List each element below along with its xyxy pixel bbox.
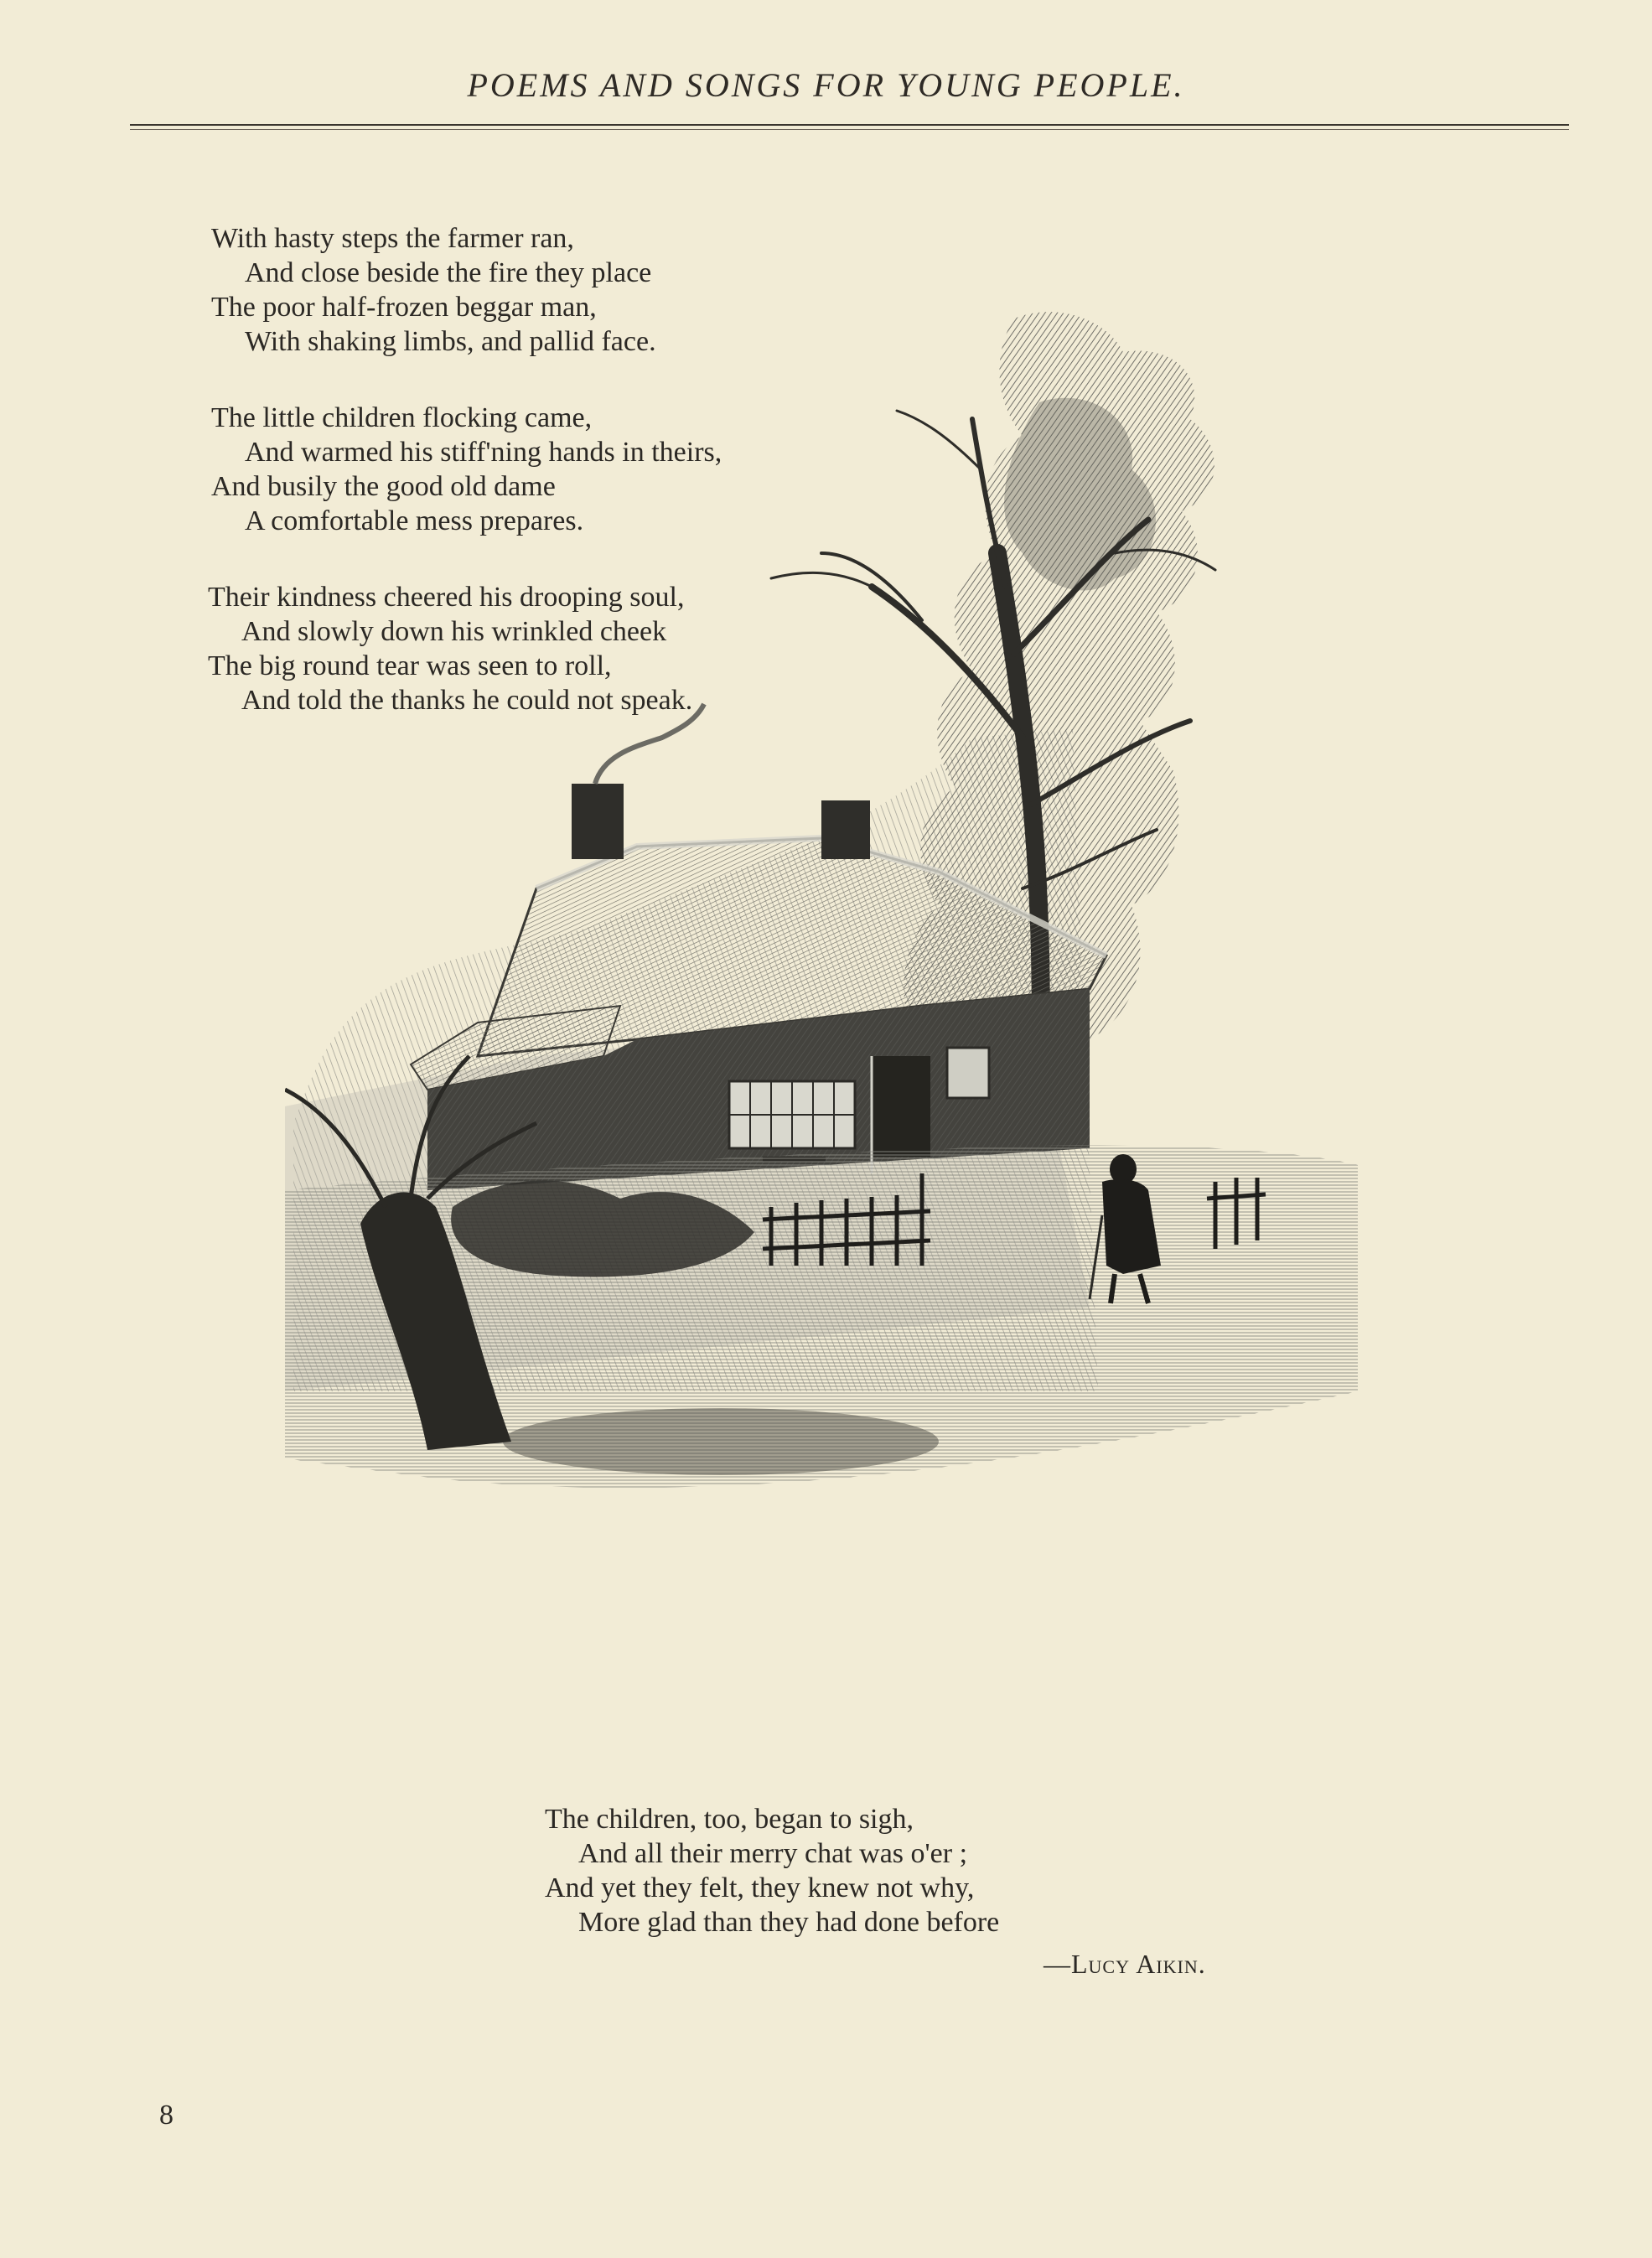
chimney bbox=[572, 784, 624, 859]
poem-line: And busily the good old dame bbox=[211, 471, 556, 502]
header-rule bbox=[130, 124, 1569, 126]
poem-line: And told the thanks he could not speak. bbox=[241, 685, 693, 716]
page-number: 8 bbox=[159, 2100, 173, 2131]
cottage-door bbox=[872, 1056, 930, 1157]
poem-line: The little children flocking came, bbox=[211, 402, 593, 433]
poem-line: With hasty steps the farmer ran, bbox=[211, 223, 574, 254]
engraving-illustration bbox=[285, 302, 1358, 1693]
poem-line: A comfortable mess prepares. bbox=[245, 505, 584, 536]
poem-line: And yet they felt, they knew not why, bbox=[545, 1872, 975, 1903]
header-rule-thin bbox=[130, 129, 1569, 130]
stanza-4 bbox=[545, 1802, 999, 1939]
poem-line: The children, too, began to sigh, bbox=[545, 1804, 914, 1835]
poem-line: The poor half-frozen beggar man, bbox=[211, 292, 597, 323]
running-header: POEMS AND SONGS FOR YOUNG PEOPLE. bbox=[467, 66, 1185, 104]
poem-line: And close beside the fire they place bbox=[245, 257, 652, 288]
poem-line: And slowly down his wrinkled cheek bbox=[241, 616, 667, 647]
poem-line: The big round tear was seen to roll, bbox=[208, 650, 612, 681]
poem-line: And warmed his stiff'ning hands in theirs, bbox=[245, 437, 722, 468]
attribution: —Lucy Aikin. bbox=[1044, 1949, 1206, 1979]
show-through-text bbox=[905, 189, 912, 217]
chimney-smoke bbox=[595, 704, 704, 784]
chimney bbox=[821, 800, 870, 859]
cottage-window bbox=[947, 1048, 989, 1098]
poem-line: More glad than they had done before bbox=[578, 1907, 1000, 1938]
poem-line: Their kindness cheered his drooping soul, bbox=[208, 582, 685, 613]
poem-line: With shaking limbs, and pallid face. bbox=[245, 326, 656, 357]
poem-line: And all their merry chat was o'er ; bbox=[578, 1838, 968, 1869]
